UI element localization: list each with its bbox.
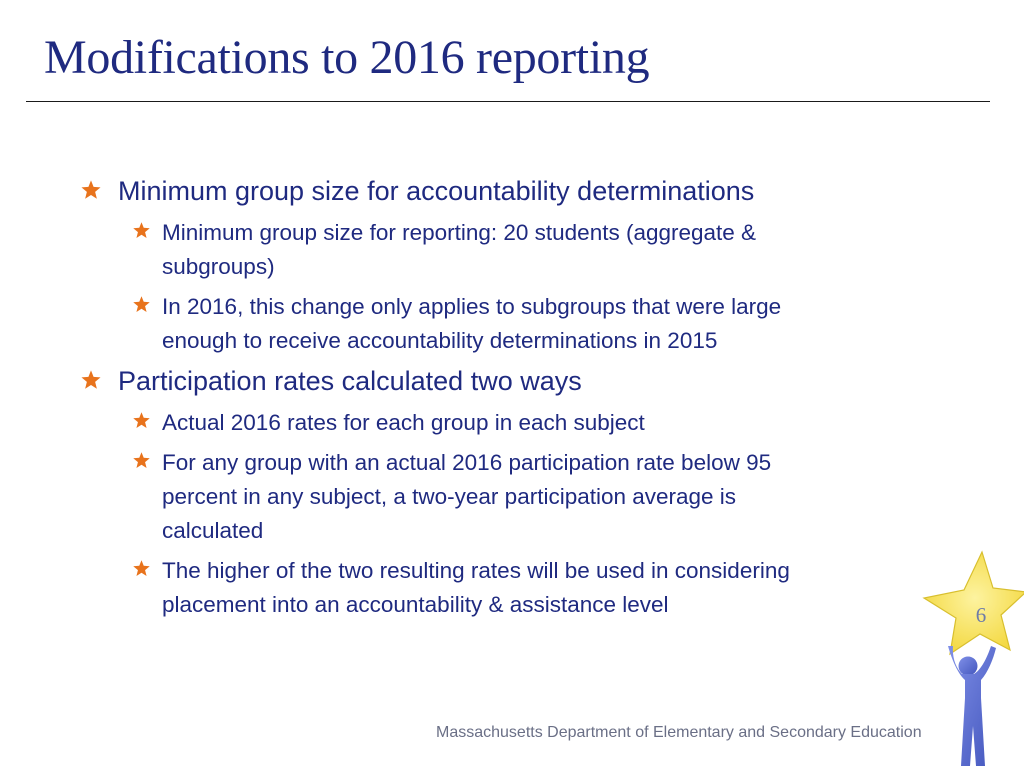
sub-bullet-line: Actual 2016 rates for each group in each subject: [162, 410, 645, 435]
star-bullet-icon: [132, 559, 151, 578]
star-bullet-icon: [132, 411, 151, 430]
slide-title: Modifications to 2016 reporting: [44, 31, 650, 84]
sub-bullet-item: [132, 446, 920, 548]
sub-bullet-line: subgroups): [162, 254, 275, 279]
sub-bullet-item: [132, 554, 920, 622]
star-bullet-icon: [80, 179, 102, 201]
bullet-text: Minimum group size for accountability determinations: [118, 176, 755, 206]
sub-bullet-line: In 2016, this change only applies to subgroups that were large: [162, 294, 782, 319]
star-bullet-icon: [132, 451, 151, 470]
sub-bullet-item: [132, 290, 920, 358]
sub-bullet-line: enough to receive accountability determinations in 2015: [162, 328, 718, 353]
star-bullet-icon: [132, 295, 151, 314]
footer-text: Massachusetts Department of Elementary and Secondary Education: [436, 724, 922, 741]
sub-bullet-line: placement into an accountability & assistance level: [162, 592, 669, 617]
star-bullet-icon: [132, 221, 151, 240]
sub-bullet-item: [132, 216, 920, 284]
sub-bullet-line: calculated: [162, 518, 264, 543]
bullet-item: [80, 362, 920, 400]
sub-bullet-line: Minimum group size for reporting: 20 students (aggregate &: [162, 220, 757, 245]
sub-bullet-item: [132, 406, 920, 440]
bullet-item: [80, 172, 920, 210]
bullet-list: [80, 168, 920, 622]
star-bullet-icon: [80, 369, 102, 391]
sub-bullet-line: For any group with an actual 2016 participation rate below 95: [162, 450, 772, 475]
star-holding-figure-icon: [918, 548, 1024, 768]
sub-bullet-line: The higher of the two resulting rates will be used in considering: [162, 558, 790, 583]
title-divider: [26, 101, 990, 102]
sub-bullet-line: percent in any subject, a two-year participation average is: [162, 484, 737, 509]
bullet-text: Participation rates calculated two ways: [118, 366, 582, 396]
page-number: 6: [975, 603, 987, 627]
